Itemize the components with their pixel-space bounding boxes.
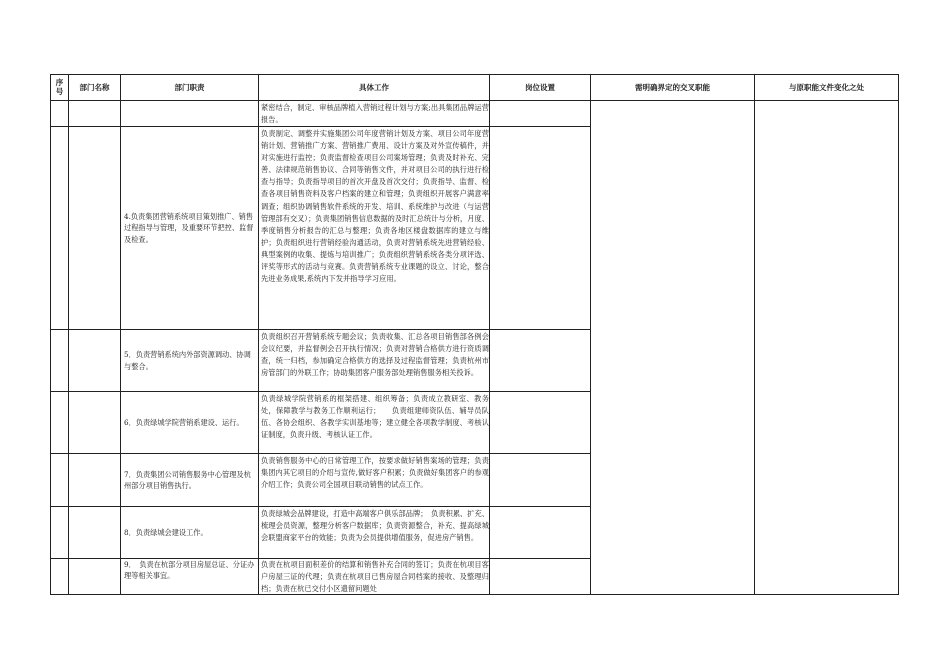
work-cell: 负责制定、调整并实施集团公司年度营销计划及方案、项目公司年度营销计划、营销推广方案、营销推广费用、设计方案及对外宣传稿件，并对实施进行监控；负责监督检查项目公司案场管理；负责及时补充、完善、法律规范销售协议、合同等销售文件，并对项目公司的执行进行检查与指导；负责指导项目的首次开盘及首次交付；负责指导、监督、检查各项目销售资料及客户档案的建立和管理；负责组织开展客户满意率调查；组织协调销售软件系统的开发、培训、系统维护与改进（与运营管理部有交叉）；负责集团销售信息数据的及时汇总统计与分析，月度、季度销售分析报告的汇总与整理；负责各地区楼盘数据库的建立与维护；负责组织进行营销经验沟通活动，负责对营销系统先进营销经验、典型案例的收集、提炼与培训推广；负责组织营销系统各类分项评选、评奖等形式的活动与竞赛。负责营销系统专业课题的设立、讨论，整合先进业务成果,系统内下发并指导学习应用。: [261, 129, 489, 284]
table-bottom-border: [50, 594, 899, 595]
responsibility-cell: 8．负责绿城会建设工作。: [124, 527, 208, 537]
header-specific-work: 具体工作: [359, 82, 389, 92]
work-cell: 负责在杭项目面积差价的结算和销售补充合同的签订；负责在杭项目客户房屋三证的代理；负责在杭项目已售房屋合同档案的接收、及整理归档；负责在杭已交付小区遗留问题处: [261, 560, 489, 594]
column-divider: [120, 74, 121, 595]
work-cell: 负责销售服务中心的日常管理工作，按要求做好销售案场的管理；负责集团内其它项目的介绍与宣传,做好客户积累；负责做好集团客户的参观介绍工作；负责公司全国项目联动销售的试点工作。: [261, 456, 489, 490]
header-bottom-border: [50, 100, 899, 101]
column-divider: [50, 74, 51, 595]
header-seq-text: 序号: [55, 78, 64, 96]
work-cell: 负责绿城会品牌建设，打造中高端客户俱乐部品牌； 负责积累、扩充、梳理会员资源，整理分析客户数据库；负责资源整合，补充、提高绿城会联盟商家平台的效能；负责为会员提供增值服务，促进房产销售。: [261, 509, 489, 543]
column-divider: [68, 74, 69, 595]
column-divider: [489, 74, 490, 595]
work-cell: 负责绿城学院营销系的框架搭建、组织筹备；负责成立教研室、教务处，保障教学与教务工作顺利运行； 负责组建师资队伍、辅导员队伍、各协会组织、各教学实训基地等；建立健全各项教学制度、考核认证制度，负责升级、考核认证工作。: [261, 394, 489, 440]
header-cross-function: 需明确界定的交叉职能: [635, 82, 710, 92]
responsibility-cell: 9． 负责在杭部分项目房屋总证、分证办理等相关事宜。: [124, 560, 255, 581]
header-dept-name: 部门名称: [79, 82, 110, 92]
column-divider: [590, 74, 591, 595]
header-post-setting: 岗位设置: [525, 82, 555, 92]
responsibility-cell: 4.负责集团营销系统项目策划推广、销售过程指导与管理，及重要环节把控、监督及检查。: [124, 212, 254, 244]
header-changes: 与原职能文件变化之处: [789, 82, 864, 92]
column-divider: [754, 74, 755, 595]
header-dept-duty: 部门职责: [174, 82, 205, 92]
work-cell: 负责组织召开营销系统专题会议；负责收集、汇总各项目销售部各例会会议纪要，并监督例会召开执行情况；负责对营销合格供方进行资质调查，统一归档，参加确定合格供方的选择及过程监督管理；负责杭州市房管部门的外联工作；协助集团客户服务部处理销售服务相关投诉。: [261, 332, 489, 378]
column-divider: [898, 74, 899, 595]
header-seq: [51, 74, 68, 100]
work-cell: 紧密结合，制定、审核品牌植入营销过程计划与方案;出具集团品牌运营报告。: [261, 103, 489, 125]
column-divider: [258, 74, 259, 595]
responsibility-cell: 7．负责集团公司销售服务中心管理及杭州部分项目销售执行。: [124, 469, 251, 490]
responsibility-cell: 5．负责营销系统内外部资源调动、协调与整合。: [124, 350, 251, 371]
responsibility-cell: 6．负责绿城学院营销系建设、运行。: [124, 417, 244, 427]
